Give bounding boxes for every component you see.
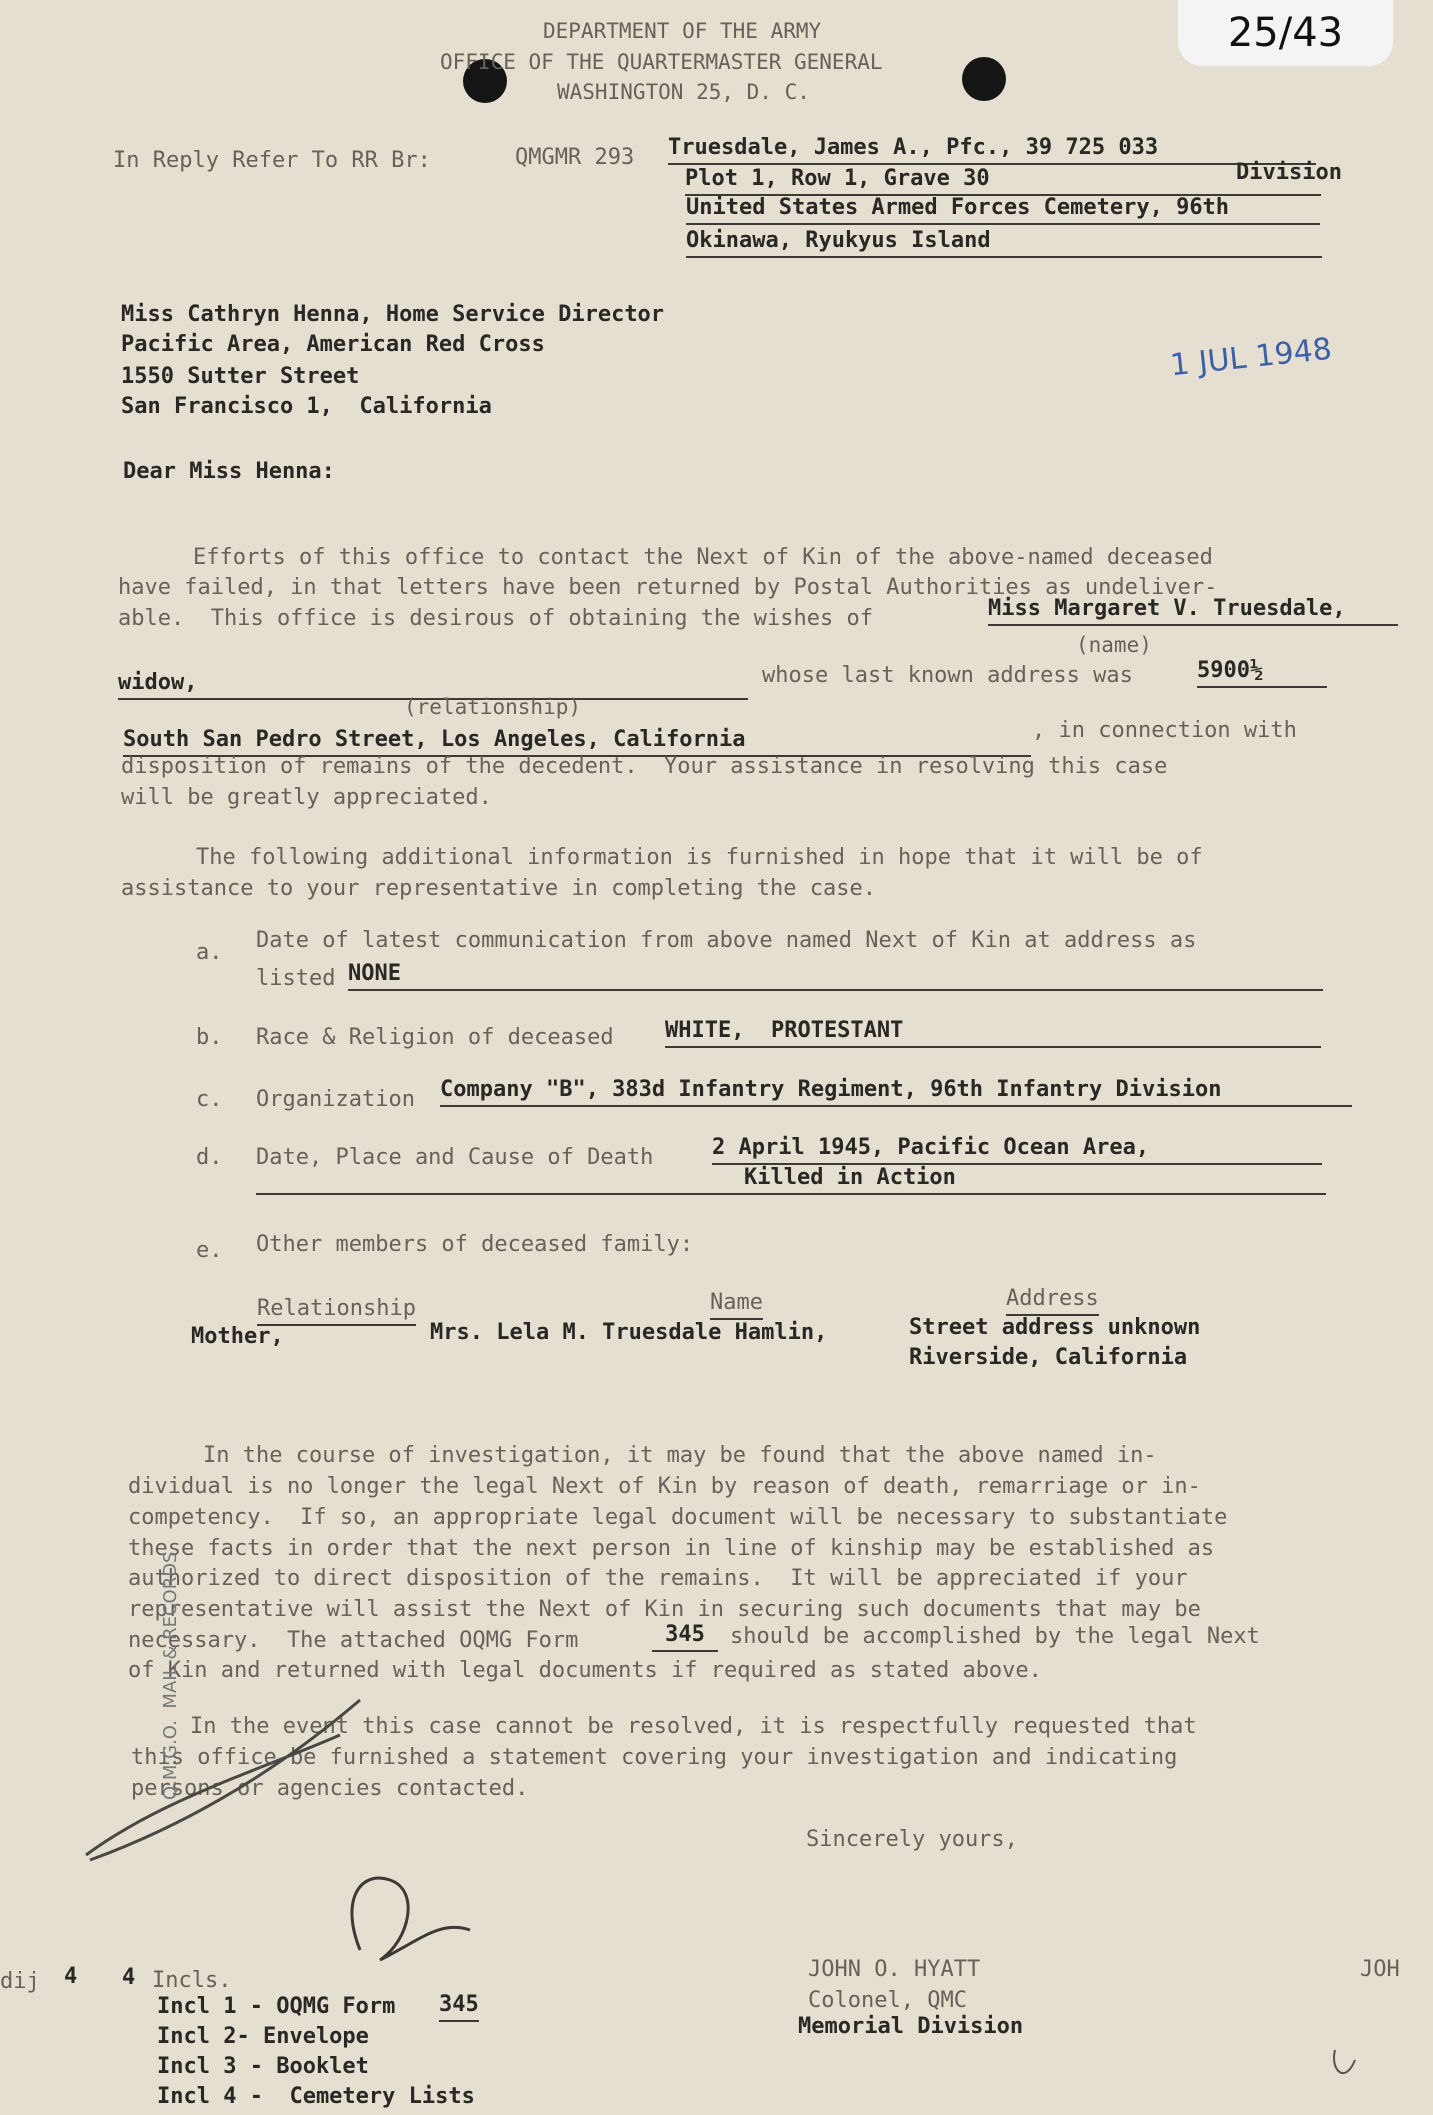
next-of-kin-address: South San Pedro Street, Los Angeles, California — [123, 725, 1031, 757]
para3-line7a: necessary. The attached OQMG Form — [128, 1628, 579, 1653]
para4-line3: persons or agencies contacted. — [131, 1776, 529, 1801]
form-number: 345 — [652, 1620, 718, 1652]
reference-division-word: Division — [1236, 160, 1342, 185]
addressee-line4: San Francisco 1, California — [121, 394, 492, 419]
initials-right: JOH — [1360, 1957, 1400, 1982]
para1-line6: disposition of remains of the decedent. Your assistance in resolving this case — [121, 754, 1168, 779]
item-b-value: WHITE, PROTESTANT — [665, 1016, 1321, 1048]
letterhead-city: WASHINGTON 25, D. C. — [557, 80, 810, 104]
signer-division: Memorial Division — [798, 2014, 1024, 2039]
family-col-address: Address — [1006, 1284, 1099, 1316]
para2-line1: The following additional information is furnished in hope that it will be of — [196, 845, 1203, 870]
item-e-label: e. — [196, 1238, 223, 1263]
family-address2: Riverside, California — [909, 1345, 1188, 1370]
addressee-line1: Miss Cathryn Henna, Home Service Director — [121, 302, 665, 327]
reference-plot-line: Plot 1, Row 1, Grave 30 — [685, 164, 1321, 196]
para1-line5-tail: , in connection with — [1032, 718, 1297, 743]
reference-cemetery-line: United States Armed Forces Cemetery, 96th — [686, 193, 1320, 225]
para1-line7: will be greatly appreciated. — [121, 785, 492, 810]
letterhead-department: DEPARTMENT OF THE ARMY — [543, 19, 822, 43]
para1-line3: able. This office is desirous of obtaining the wishes of — [118, 606, 873, 631]
enclosure-1-form: 345 — [439, 1990, 479, 2022]
para3-line2: dividual is no longer the legal Next of Kin by reason of death, remarriage or in- — [128, 1474, 1201, 1499]
item-d-value1: 2 April 1945, Pacific Ocean Area, — [712, 1133, 1322, 1165]
enclosure-2: Incl 2- Envelope — [157, 2024, 369, 2049]
salutation: Dear Miss Henna: — [123, 459, 335, 484]
page-indicator: 25/43 — [1178, 0, 1393, 66]
family-name: Mrs. Lela M. Truesdale Hamlin, — [430, 1320, 828, 1345]
para3-line1: In the course of investigation, it may be found that the above named in- — [203, 1443, 1157, 1468]
signer-title: Colonel, QMC — [808, 1988, 967, 2013]
reference-location-line: Okinawa, Ryukyus Island — [686, 226, 1322, 258]
item-b-text: Race & Religion of deceased — [256, 1025, 614, 1050]
item-d-text: Date, Place and Cause of Death — [256, 1145, 654, 1170]
item-a-value: NONE — [348, 959, 1323, 991]
family-col-relationship: Relationship — [257, 1294, 416, 1326]
next-of-kin-name: Miss Margaret V. Truesdale, — [988, 594, 1398, 626]
enclosure-3: Incl 3 - Booklet — [157, 2054, 369, 2079]
closing: Sincerely yours, — [806, 1827, 1018, 1852]
reference-code: QMGMR 293 — [515, 145, 635, 170]
item-b-label: b. — [196, 1025, 223, 1050]
item-c-text: Organization — [256, 1087, 415, 1112]
para3-line5: authorized to direct disposition of the remains. It will be appreciated if your — [128, 1566, 1188, 1591]
signer-name: JOHN O. HYATT — [808, 1957, 981, 1982]
item-c-value: Company "B", 383d Infantry Regiment, 96th Infantry Division — [440, 1075, 1352, 1107]
enclosure-4: Incl 4 - Cemetery Lists — [157, 2084, 475, 2109]
mail-records-stamp: Q.M.G.O. MAIL & RECORDS — [160, 1551, 181, 1800]
para4-line2: this office be furnished a statement covering your investigation and indicating — [131, 1745, 1178, 1770]
para3-line4: these facts in order that the next person in line of kinship may be established as — [128, 1536, 1215, 1561]
item-e-text: Other members of deceased family: — [256, 1232, 694, 1257]
para1-line2: have failed, in that letters have been returned by Postal Authorities as undeliver- — [118, 575, 1218, 600]
enclosure-label: Incls. — [152, 1968, 232, 1993]
reference-name-line: Truesdale, James A., Pfc., 39 725 033 — [668, 133, 1316, 165]
letterhead-office: OFFICE OF THE QUARTERMASTER GENERAL — [440, 50, 883, 74]
item-d-value2: Killed in Action — [256, 1163, 1326, 1195]
item-a-text2: listed — [256, 966, 336, 991]
para3-line6: representative will assist the Next of Kin in securing such documents that may be — [128, 1597, 1201, 1622]
enclosure-1: Incl 1 - OQMG Form — [157, 1994, 396, 2019]
address-number: 5900½ — [1197, 656, 1327, 688]
addressee-line3: 1550 Sutter Street — [121, 364, 360, 389]
family-relationship: Mother, — [191, 1324, 284, 1349]
para3-line8: of Kin and returned with legal documents if required as stated above. — [128, 1658, 1042, 1683]
reference-label: In Reply Refer To RR Br: — [113, 148, 431, 173]
para2-line2: assistance to your representative in completing the case. — [121, 876, 876, 901]
item-d-label: d. — [196, 1145, 223, 1170]
para3-line3: competency. If so, an appropriate legal document will be necessary to substantiate — [128, 1505, 1228, 1530]
next-of-kin-relationship: widow, — [118, 668, 748, 700]
family-address1: Street address unknown — [909, 1315, 1201, 1340]
family-col-name: Name — [710, 1288, 763, 1320]
name-caption: (name) — [1076, 633, 1152, 657]
item-a-text1: Date of latest communication from above named Next of Kin at address as — [256, 928, 1197, 953]
para4-line1: In the event this case cannot be resolved, it is respectfully requested that — [190, 1714, 1197, 1739]
relationship-caption: (relationship) — [404, 695, 582, 719]
initials-number: 4 — [64, 1964, 78, 1989]
para1-line1: Efforts of this office to contact the Next of Kin of the above-named deceased — [193, 545, 1213, 570]
addressee-line2: Pacific Area, American Red Cross — [121, 332, 545, 357]
para3-line7b: should be accomplished by the legal Next — [730, 1624, 1260, 1649]
item-c-label: c. — [196, 1087, 223, 1112]
item-a-label: a. — [196, 940, 223, 965]
initials-left: dij — [0, 1969, 40, 1994]
received-date-stamp: 1 JUL 1948 — [1168, 331, 1334, 384]
enclosure-count: 4 — [122, 1965, 136, 1990]
address-intro: whose last known address was — [762, 663, 1133, 688]
